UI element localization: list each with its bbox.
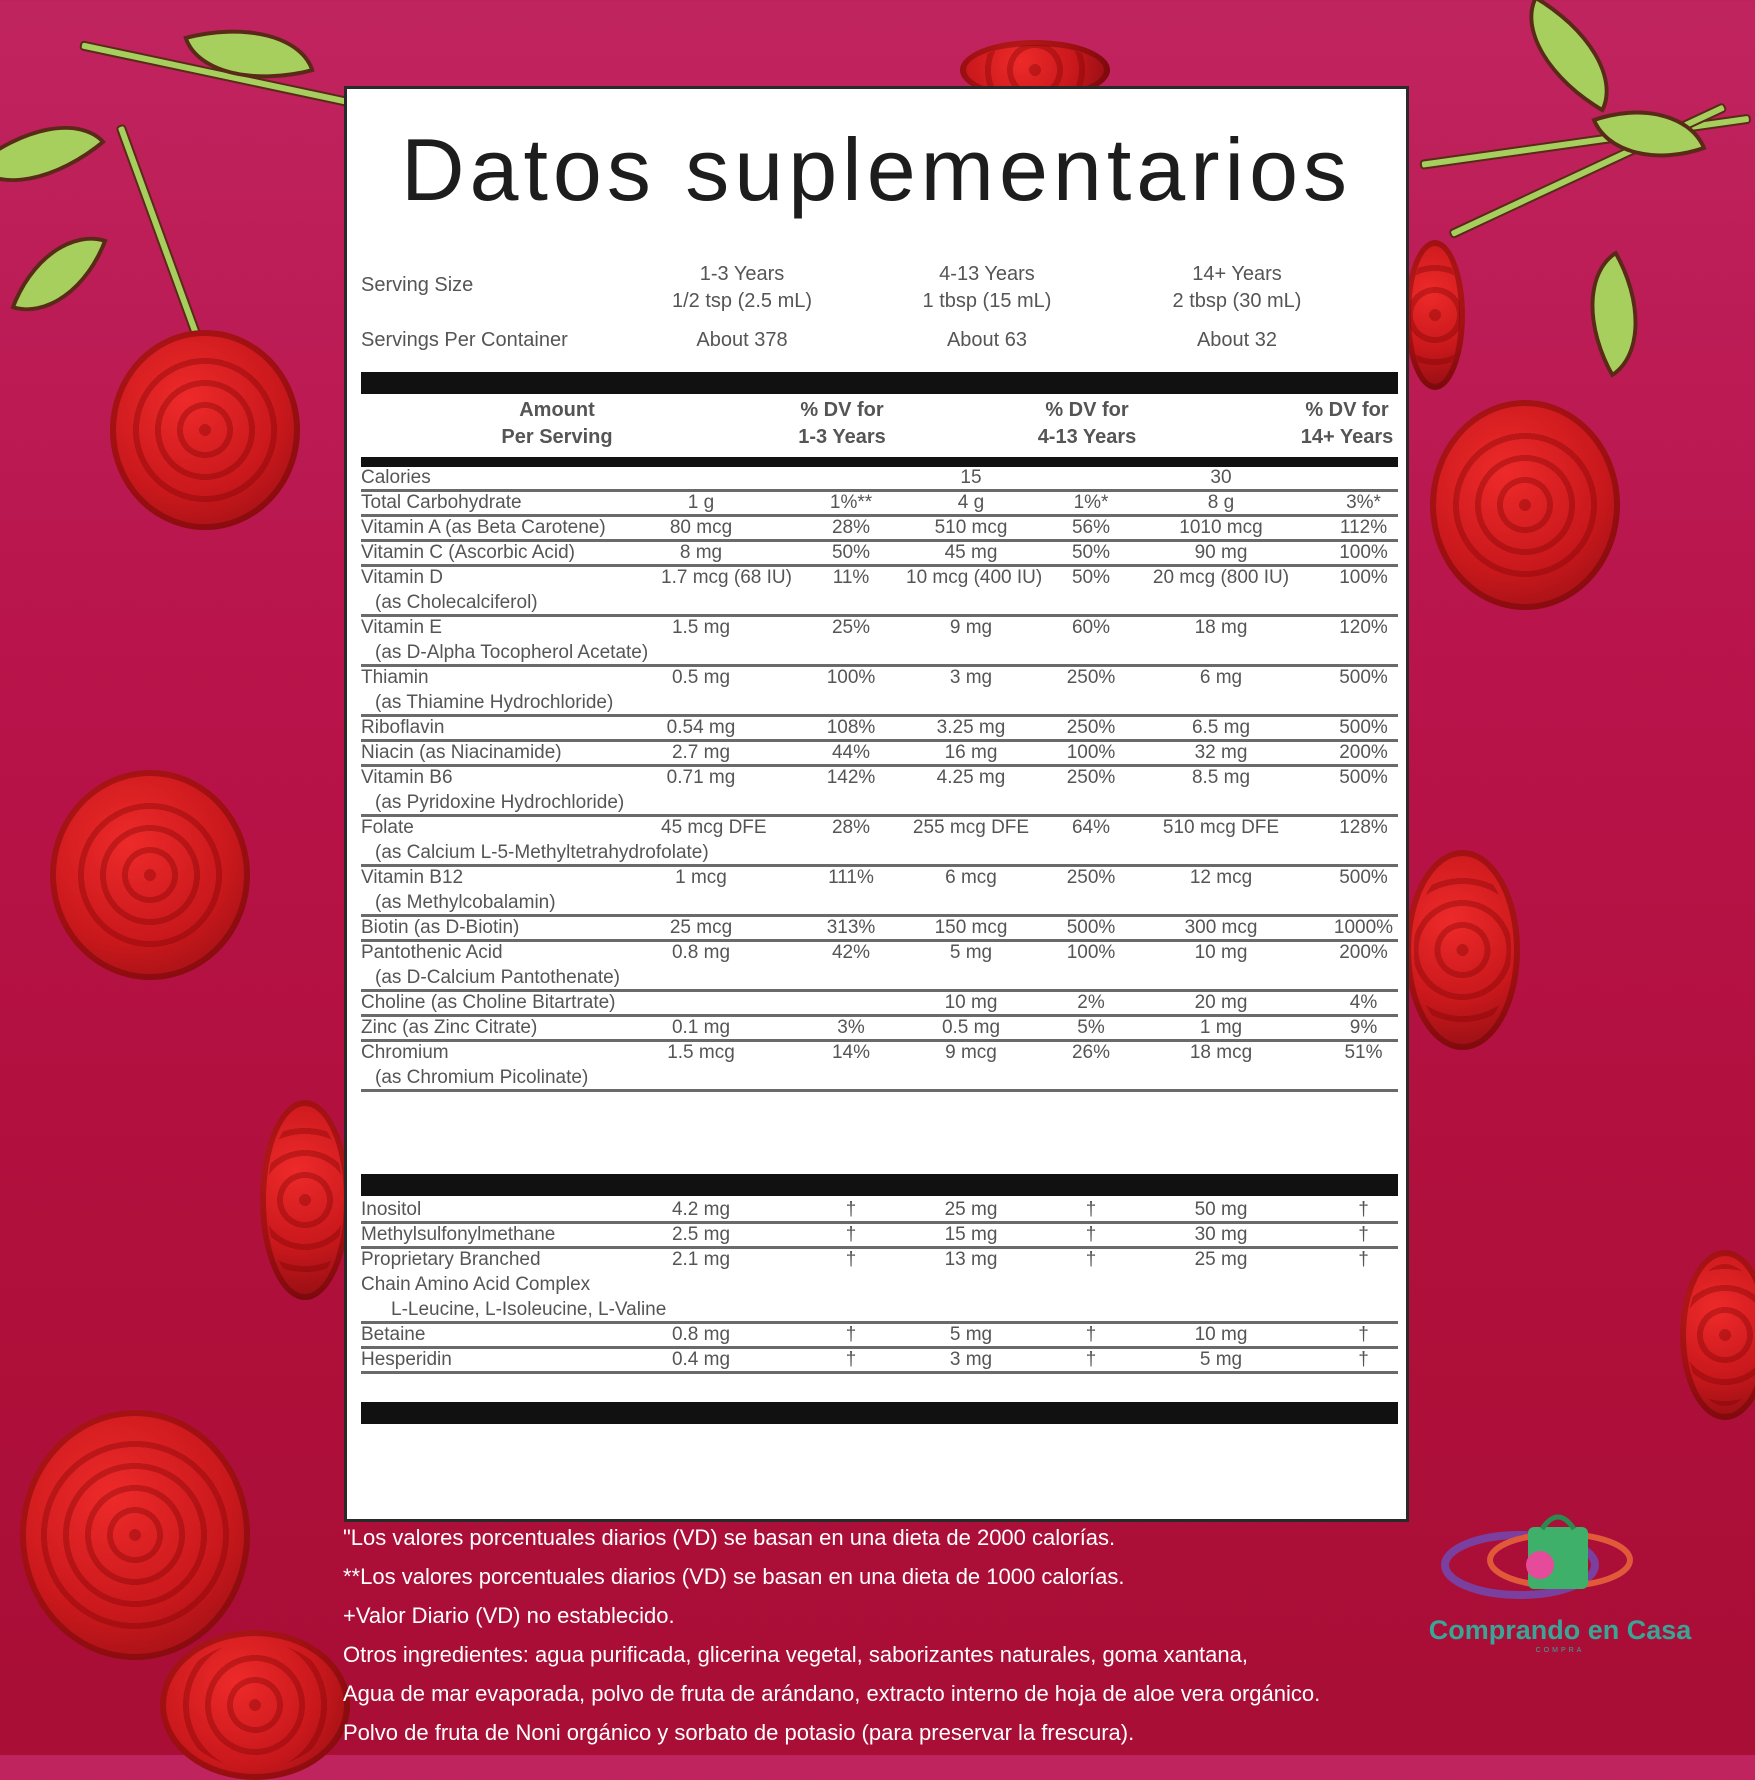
dv-cell: 44% <box>831 742 871 763</box>
table-row <box>361 867 1398 917</box>
nutrient-name: Vitamin C (Ascorbic Acid) <box>361 542 575 563</box>
dv-cell: 60% <box>1071 617 1111 638</box>
nutrient-name: Vitamin A (as Beta Carotene) <box>361 517 606 538</box>
table-row <box>361 992 1398 1017</box>
dv-cell: 500% <box>1066 917 1116 938</box>
dv-cell: 250% <box>1066 717 1116 738</box>
amount-cell: 8 g <box>1207 492 1235 513</box>
amount-cell: 6.5 mg <box>1191 717 1251 738</box>
amount-cell: 0.8 mg <box>671 1324 731 1345</box>
amount-cell: 9 mg <box>949 617 993 638</box>
dv-cell: 100% <box>826 667 876 688</box>
dv-cell: † <box>1358 1249 1369 1270</box>
nutrient-source: (as Cholecalciferol) <box>375 592 538 613</box>
dv-cell: 1%** <box>829 492 873 513</box>
amount-cell: 1.5 mg <box>671 617 731 638</box>
dv-cell: † <box>1358 1199 1369 1220</box>
amount-cell: 300 mcg <box>1184 917 1258 938</box>
table-row <box>361 667 1398 717</box>
table-row <box>361 917 1398 942</box>
table-row <box>361 1249 1398 1324</box>
nutrient-name: Niacin (as Niacinamide) <box>361 742 562 763</box>
nutrient-source: (as Methylcobalamin) <box>375 892 556 913</box>
footnote-line: Polvo de fruta de Noni orgánico y sorbato de potasio (para preservar la frescura). <box>343 1720 1135 1745</box>
table-row <box>361 942 1398 992</box>
amount-cell: 4.25 mg <box>936 767 1006 788</box>
table-row <box>361 717 1398 742</box>
amount-cell: 18 mg <box>1194 617 1248 638</box>
nutrient-source: L-Leucine, L-Isoleucine, L-Valine <box>391 1299 667 1320</box>
dv-cell: 9% <box>1349 1017 1378 1038</box>
dv-cell: † <box>845 1199 857 1220</box>
dv-cell: 1000% <box>1333 917 1394 938</box>
nutrient-source: Chain Amino Acid Complex <box>361 1274 591 1295</box>
table-row <box>361 1017 1398 1042</box>
servings-col-1: About 378 <box>696 329 788 351</box>
dv-cell: 500% <box>1339 667 1388 688</box>
nutrient-name: Folate <box>361 817 414 838</box>
dv-cell: 250% <box>1066 767 1116 788</box>
nutrient-name: Biotin (as D-Biotin) <box>361 917 520 938</box>
amount-cell: 510 mcg <box>934 517 1008 538</box>
amount-cell: 5 mg <box>949 942 993 963</box>
dv-cell: 250% <box>1066 867 1116 888</box>
amount-cell: 3.25 mg <box>936 717 1006 738</box>
dv-cell: 4% <box>1349 992 1378 1013</box>
amount-cell: 80 mcg <box>669 517 733 538</box>
dv-cell: † <box>1358 1224 1369 1245</box>
footnote-line: **Los valores porcentuales diarios (VD) se basan en una dieta de 1000 calorías. <box>343 1564 1125 1589</box>
amount-cell: 32 mg <box>1194 742 1248 763</box>
amount-cell: 20 mg <box>1194 992 1248 1013</box>
servings-col-2: About 63 <box>946 329 1028 351</box>
dv-cell: 142% <box>826 767 876 788</box>
table-row <box>361 1199 1398 1224</box>
dv-cell: 11% <box>832 567 870 588</box>
dv-cell: 28% <box>831 517 871 538</box>
nutrient-name: Proprietary Branched <box>361 1249 541 1270</box>
footnote-line: Agua de mar evaporada, polvo de fruta de arándano, extracto interno de hoja de aloe vera orgánico. <box>343 1681 1321 1706</box>
amount-cell: 1 mg <box>1199 1017 1243 1038</box>
nutrient-name: Choline (as Choline Bitartrate) <box>361 992 616 1013</box>
table-row <box>361 492 1398 517</box>
dv-cell: 100% <box>1339 567 1388 588</box>
dv-cell: 111% <box>828 867 874 888</box>
dv-cell: 3%* <box>1346 492 1381 513</box>
nutrient-name: Methylsulfonylmethane <box>361 1224 556 1245</box>
dv-cell: 200% <box>1339 942 1388 963</box>
table-row <box>361 1324 1398 1349</box>
nutrient-name: Zinc (as Zinc Citrate) <box>361 1017 538 1038</box>
nutrient-source: (as D-Alpha Tocopherol Acetate) <box>375 642 649 663</box>
amount-cell: 30 mg <box>1194 1224 1248 1245</box>
amount-cell: 4.2 mg <box>671 1199 731 1220</box>
dv-cell: 5% <box>1077 1017 1105 1038</box>
amount-cell: 8.5 mg <box>1191 767 1251 788</box>
amount-cell: 10 mg <box>944 992 998 1013</box>
dv-cell: 313% <box>826 917 876 938</box>
amount-cell: 0.1 mg <box>671 1017 731 1038</box>
table-row <box>361 1349 1398 1374</box>
serving-col-1: 1-3 Years 1/2 tsp (2.5 mL) <box>671 263 813 312</box>
dv-cell: 26% <box>1071 1042 1111 1063</box>
dv-cell: 112% <box>1339 517 1388 538</box>
footnote-line: "Los valores porcentuales diarios (VD) se basan en una dieta de 2000 calorías. <box>343 1525 1116 1550</box>
column-header-dv2: % DV for 4-13 Years <box>1037 399 1137 448</box>
brand-name: Comprando en Casa <box>1428 1615 1692 1645</box>
supplement-facts-panel <box>344 86 1409 1522</box>
table-row <box>361 1042 1398 1092</box>
dv-cell: † <box>845 1224 857 1245</box>
column-header-amount: Amount Per Serving <box>501 399 613 448</box>
amount-cell: 2.7 mg <box>671 742 731 763</box>
dv-cell: 50% <box>1071 567 1111 588</box>
dv-cell: 64% <box>1071 817 1111 838</box>
amount-cell: 0.5 mg <box>941 1017 1001 1038</box>
dv-cell: 1%* <box>1073 492 1109 513</box>
dv-cell: 108% <box>826 717 876 738</box>
table-row <box>361 517 1398 542</box>
dv-cell: 42% <box>831 942 871 963</box>
amount-cell: 16 mg <box>944 742 998 763</box>
amount-cell: 45 mg <box>944 542 998 563</box>
dv-cell: 28% <box>831 817 871 838</box>
amount-cell: 45 mcg DFE <box>661 817 767 838</box>
dv-cell: 56% <box>1071 517 1111 538</box>
amount-cell: 5 mg <box>1199 1349 1243 1370</box>
nutrient-name: Vitamin E <box>361 617 442 638</box>
dv-cell: 2% <box>1077 992 1105 1013</box>
nutrient-source: (as Pyridoxine Hydrochloride) <box>375 792 625 813</box>
shopping-bag-icon <box>1410 1505 1710 1605</box>
dv-cell: 100% <box>1339 542 1388 563</box>
dv-cell: 50% <box>1071 542 1111 563</box>
serving-col-3: 14+ Years 2 tbsp (30 mL) <box>1172 263 1302 312</box>
footnote-line: Otros ingredientes: agua purificada, glicerina vegetal, saborizantes naturales, goma xantana, <box>343 1642 1248 1667</box>
dv-cell: 14% <box>831 1042 871 1063</box>
table-row <box>361 567 1398 617</box>
table-row <box>361 742 1398 767</box>
amount-cell: 20 mcg (800 IU) <box>1152 567 1290 588</box>
amount-cell: 1.5 mcg <box>667 1042 735 1063</box>
dv-cell: † <box>1358 1349 1369 1370</box>
amount-cell: 5 mg <box>949 1324 993 1345</box>
dv-cell: † <box>845 1349 857 1370</box>
dv-cell: † <box>1085 1324 1097 1345</box>
brand-tag: COMPRA <box>1535 1647 1585 1654</box>
dv-cell: 500% <box>1339 767 1388 788</box>
column-header-dv3: % DV for 14+ Years <box>1300 399 1394 448</box>
amount-cell: 0.54 mg <box>666 717 736 738</box>
amount-cell: 15 <box>960 467 982 488</box>
dv-cell: 500% <box>1339 867 1388 888</box>
dv-cell: 50% <box>831 542 871 563</box>
amount-cell: 2.5 mg <box>671 1224 731 1245</box>
amount-cell: 6 mcg <box>945 867 997 888</box>
dv-cell: 100% <box>1066 942 1116 963</box>
footnote-line: +Valor Diario (VD) no establecido. <box>343 1603 675 1628</box>
serving-col-2: 4-13 Years 1 tbsp (15 mL) <box>922 263 1052 312</box>
nutrient-name: Betaine <box>361 1324 426 1345</box>
amount-cell: 15 mg <box>944 1224 998 1245</box>
panel-title: Datos suplementarios <box>400 120 1353 219</box>
amount-cell: 50 mg <box>1194 1199 1248 1220</box>
dv-cell: † <box>1358 1324 1369 1345</box>
amount-cell: 10 mcg (400 IU) <box>906 567 1043 588</box>
column-header-dv1: % DV for 1-3 Years <box>798 399 886 448</box>
divider-bar <box>361 1174 1398 1196</box>
amount-cell: 25 mcg <box>669 917 733 938</box>
amount-cell: 0.71 mg <box>666 767 736 788</box>
nutrient-name: Vitamin D <box>361 567 444 588</box>
table-row <box>361 817 1398 867</box>
amount-cell: 3 mg <box>949 1349 993 1370</box>
dv-cell: 25% <box>831 617 871 638</box>
servings-per-container-label: Servings Per Container <box>361 329 568 351</box>
amount-cell: 3 mg <box>949 667 993 688</box>
table-row <box>361 467 1398 492</box>
amount-cell: 0.4 mg <box>671 1349 731 1370</box>
dv-cell: 250% <box>1066 667 1116 688</box>
amount-cell: 30 <box>1210 467 1232 488</box>
nutrient-source: (as Chromium Picolinate) <box>375 1067 589 1088</box>
amount-cell: 150 mcg <box>934 917 1008 938</box>
nutrient-name: Total Carbohydrate <box>361 492 522 513</box>
nutrient-name: Vitamin B6 <box>361 767 453 788</box>
amount-cell: 255 mcg DFE <box>912 817 1030 838</box>
amount-cell: 1010 mcg <box>1179 517 1263 538</box>
dv-cell: 3% <box>837 1017 865 1038</box>
dv-cell: 500% <box>1339 717 1388 738</box>
amount-cell: 8 mg <box>679 542 723 563</box>
amount-cell: 13 mg <box>944 1249 998 1270</box>
table-row <box>361 767 1398 817</box>
amount-cell: 510 mcg DFE <box>1162 817 1280 838</box>
dv-cell: 120% <box>1339 617 1388 638</box>
amount-cell: 25 mg <box>944 1199 998 1220</box>
nutrient-name: Riboflavin <box>361 717 445 738</box>
amount-cell: 12 mcg <box>1189 867 1253 888</box>
nutrient-name: Chromium <box>361 1042 449 1063</box>
nutrient-name: Pantothenic Acid <box>361 942 503 963</box>
amount-cell: 0.5 mg <box>671 667 731 688</box>
amount-cell: 25 mg <box>1194 1249 1248 1270</box>
nutrient-name: Calories <box>361 467 431 488</box>
serving-size-label: Serving Size <box>361 274 474 296</box>
amount-cell: 10 mg <box>1194 942 1248 963</box>
nutrient-name: Inositol <box>361 1199 422 1220</box>
dv-cell: † <box>1085 1224 1097 1245</box>
dv-cell: † <box>845 1249 857 1270</box>
divider-bar <box>361 1402 1398 1424</box>
amount-cell: 18 mcg <box>1189 1042 1253 1063</box>
amount-cell: 9 mcg <box>945 1042 997 1063</box>
nutrient-source: (as Thiamine Hydrochloride) <box>375 692 614 713</box>
dv-cell: 200% <box>1339 742 1388 763</box>
dv-cell: 100% <box>1066 742 1116 763</box>
amount-cell: 4 g <box>957 492 985 513</box>
table-row <box>361 542 1398 567</box>
amount-cell: 1 mcg <box>675 867 727 888</box>
dv-cell: 128% <box>1339 817 1388 838</box>
brand-logo <box>1410 1505 1710 1655</box>
nutrient-source: (as Calcium L-5-Methyltetrahydrofolate) <box>375 842 709 863</box>
amount-cell: 0.8 mg <box>671 942 731 963</box>
dv-cell: † <box>1085 1349 1097 1370</box>
dv-cell: 51% <box>1344 1042 1383 1063</box>
divider-bar <box>361 457 1398 467</box>
amount-cell: 10 mg <box>1194 1324 1248 1345</box>
nutrient-name: Thiamin <box>361 667 429 688</box>
servings-col-3: About 32 <box>1196 329 1278 351</box>
nutrient-name: Vitamin B12 <box>361 867 464 888</box>
dv-cell: † <box>1085 1199 1097 1220</box>
amount-cell: 1 g <box>687 492 715 513</box>
dv-cell: † <box>1085 1249 1097 1270</box>
nutrient-name: Hesperidin <box>361 1349 452 1370</box>
amount-cell: 1.7 mcg (68 IU) <box>661 567 792 588</box>
nutrient-source: (as D-Calcium Pantothenate) <box>375 967 620 988</box>
amount-cell: 90 mg <box>1194 542 1248 563</box>
table-row <box>361 1224 1398 1249</box>
dv-cell: † <box>845 1324 857 1345</box>
amount-cell: 2.1 mg <box>671 1249 731 1270</box>
table-row <box>361 617 1398 667</box>
amount-cell: 6 mg <box>1199 667 1243 688</box>
divider-bar <box>361 372 1398 394</box>
